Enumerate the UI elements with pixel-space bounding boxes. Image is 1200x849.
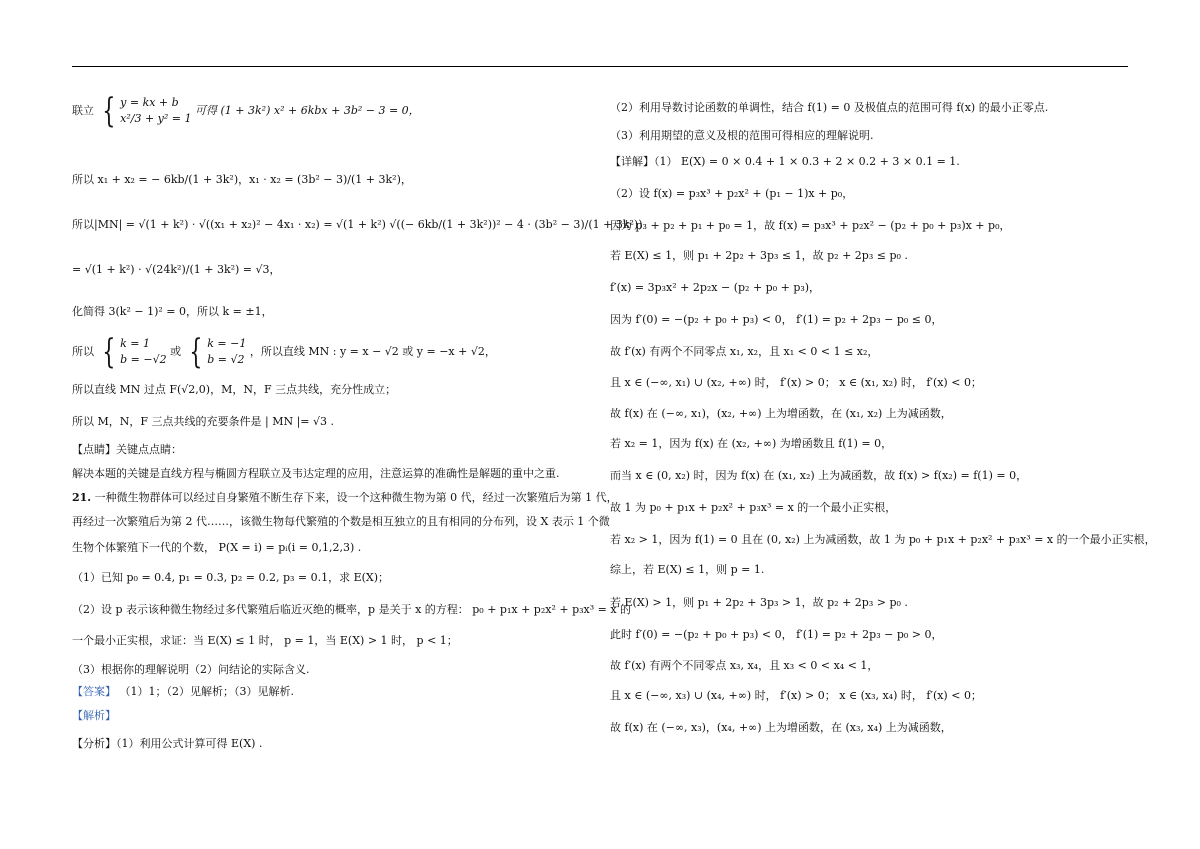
text-line: （3）根据你的理解说明（2）问结论的实际含义. <box>72 663 310 676</box>
text: 所以 <box>72 345 94 358</box>
text-line: 因为 p₃ + p₂ + p₁ + p₀ = 1，故 f(x) = p₃x³ + p₂x² − (p₂ + p₀ + p₃)x + p₀， <box>610 219 1011 232</box>
text-line: 因为 f′(0) = −(p₂ + p₀ + p₃) < 0， f′(1) = p₂ + 2p₃ − p₀ ≤ 0， <box>610 313 943 326</box>
text-line: 综上，若 E(X) ≤ 1，则 p = 1. <box>610 563 765 576</box>
text-line: （2）设 f(x) = p₃x³ + p₂x² + (p₁ − 1)x + p₀， <box>610 187 854 200</box>
text-line: 故 f′(x) 有两个不同零点 x₁, x₂，且 x₁ < 0 < 1 ≤ x₂， <box>610 345 879 358</box>
analysis-tag: 【解析】 <box>72 709 116 722</box>
text-line: f′(x) = 3p₃x² + 2p₂x − (p₂ + p₀ + p₃)， <box>610 281 821 294</box>
text: ，所以直线 MN : y = x − √2 或 y = −x + √2， <box>249 345 496 358</box>
answer-tag: 【答案】 <box>72 685 116 698</box>
text-line: 所以直线 MN 过点 F(√2,0)，M，N，F 三点共线，充分性成立； <box>72 383 397 396</box>
text-line: 【点睛】关键点点睛： <box>72 443 182 456</box>
text-line: 【分析】（1）利用公式计算可得 E(X) . <box>72 737 263 750</box>
problem-number: 21. <box>72 491 92 504</box>
text-line: 一个最小正实根，求证：当 E(X) ≤ 1 时， p = 1，当 E(X) > 1 时， p < 1； <box>72 634 458 647</box>
equation-row: k = −1 <box>207 337 247 350</box>
text-line: 此时 f′(0) = −(p₂ + p₀ + p₃) < 0， f′(1) = p₂ + 2p₃ − p₀ > 0， <box>610 628 943 641</box>
text-line: 再经过一次繁殖后为第 2 代……，该微生物每代繁殖的个数是相互独立的且有相同的分布列，设 X 表示 1 个微 <box>72 515 610 528</box>
text-line: 且 x ∈ (−∞, x₁) ∪ (x₂, +∞) 时， f′(x) > 0； x ∈ (x₁, x₂) 时， f′(x) < 0； <box>610 376 982 389</box>
text-line: 故 f(x) 在 (−∞, x₁)，(x₂, +∞) 上为增函数，在 (x₁, x₂) 上为减函数， <box>610 407 952 420</box>
text-line: （1）已知 p₀ = 0.4, p₁ = 0.3, p₂ = 0.2, p₃ = 0.1，求 E(X)； <box>72 571 390 584</box>
chord-length-line: 所以|MN| = √(1 + k²) · √((x₁ + x₂)² − 4x₁ · x₂) = √(1 + k²) √((− 6kb/(1 + 3k²))² − 4 · (3b² − 3)/(1 + 3k²)) <box>72 218 643 231</box>
simplify-line: 化简得 3(k² − 1)² = 0，所以 k = ±1， <box>72 305 273 318</box>
text-line: 生物个体繁殖下一代的个数， P(X = i) = pᵢ(i = 0,1,2,3) . <box>72 541 362 554</box>
text-line: 若 E(X) ≤ 1，则 p₁ + 2p₂ + 3p₃ ≤ 1，故 p₂ + 2p₃ ≤ p₀ . <box>610 249 908 262</box>
text-line: （3）利用期望的意义及根的范围可得相应的理解说明. <box>610 129 874 142</box>
vieta-line: 所以 x₁ + x₂ = − 6kb/(1 + 3k²)，x₁ · x₂ = (3b² − 3)/(1 + 3k²)， <box>72 173 412 186</box>
text-line: 若 E(X) > 1，则 p₁ + 2p₂ + 3p₃ > 1，故 p₂ + 2p₃ > p₀ . <box>610 596 908 609</box>
equation-row: b = −√2 <box>120 353 167 366</box>
equation-row: b = √2 <box>207 353 245 366</box>
equation-system: { y = kx + b x²/3 + y² = 1 <box>101 91 192 131</box>
equation-system-line <box>72 91 420 131</box>
text-line: 且 x ∈ (−∞, x₃) ∪ (x₄, +∞) 时， f′(x) > 0； x ∈ (x₃, x₄) 时， f′(x) < 0； <box>610 689 982 702</box>
answer-line <box>72 684 294 700</box>
text-line: 若 x₂ > 1，因为 f(1) = 0 且在 (0, x₂) 上为减函数，故 1 为 p₀ + p₁x + p₂x² + p₃x³ = x 的一个最小正实根， <box>610 533 1156 546</box>
text: 或 <box>170 345 182 358</box>
equation-system: { k = 1 b = −√2 <box>101 332 167 372</box>
text-line: 若 x₂ = 1，因为 f(x) 在 (x₂, +∞) 为增函数且 f(1) = 0， <box>610 437 893 450</box>
solution-system-line <box>72 332 496 372</box>
equation-row: x²/3 + y² = 1 <box>120 112 192 125</box>
problem-21-line <box>72 490 618 506</box>
analysis-tag-line <box>72 708 116 724</box>
text: 联立 <box>72 104 94 117</box>
text-line: 故 f′(x) 有两个不同零点 x₃, x₄，且 x₃ < 0 < x₄ < 1， <box>610 659 879 672</box>
text-line: 【详解】（1） E(X) = 0 × 0.4 + 1 × 0.3 + 2 × 0.2 + 3 × 0.1 = 1. <box>610 155 960 168</box>
equation-system: { k = −1 b = √2 <box>188 332 247 372</box>
text: 一种微生物群体可以经过自身繁殖不断生存下来，设一个这种微生物为第 0 代，经过一次繁殖后为第 1 代， <box>94 491 618 504</box>
equation-row: y = kx + b <box>120 96 179 109</box>
text-line: 故 1 为 p₀ + p₁x + p₂x² + p₃x³ = x 的一个最小正实根， <box>610 501 897 514</box>
equation-row: k = 1 <box>120 337 151 350</box>
chord-length-result: = √(1 + k²) · √(24k²)/(1 + 3k²) = √3， <box>72 263 281 276</box>
text-line: 解决本题的关键是直线方程与椭圆方程联立及韦达定理的应用，注意运算的准确性是解题的重中之重. <box>72 467 560 480</box>
text-line: （2）利用导数讨论函数的单调性，结合 f(1) = 0 及极值点的范围可得 f(x) 的最小正零点. <box>610 101 1049 114</box>
header-rule <box>72 66 1128 67</box>
text-line: 故 f(x) 在 (−∞, x₃)，(x₄, +∞) 上为增函数，在 (x₃, x₄) 上为减函数， <box>610 721 952 734</box>
equation-text: 可得 (1 + 3k²) x² + 6kbx + 3b² − 3 = 0， <box>195 104 420 117</box>
text-line: （2）设 p 表示该种微生物经过多代繁殖后临近灭绝的概率，p 是关于 x 的方程： p₀ + p₁x + p₂x² + p₃x³ = x 的 <box>72 603 632 616</box>
text-line: 而当 x ∈ (0, x₂) 时，因为 f(x) 在 (x₁, x₂) 上为减函数，故 f(x) > f(x₂) = f(1) = 0， <box>610 469 1028 482</box>
text: （1）1；（2）见解析；（3）见解析. <box>119 685 294 698</box>
text-line: 所以 M，N，F 三点共线的充要条件是 | MN |= √3 . <box>72 415 335 428</box>
